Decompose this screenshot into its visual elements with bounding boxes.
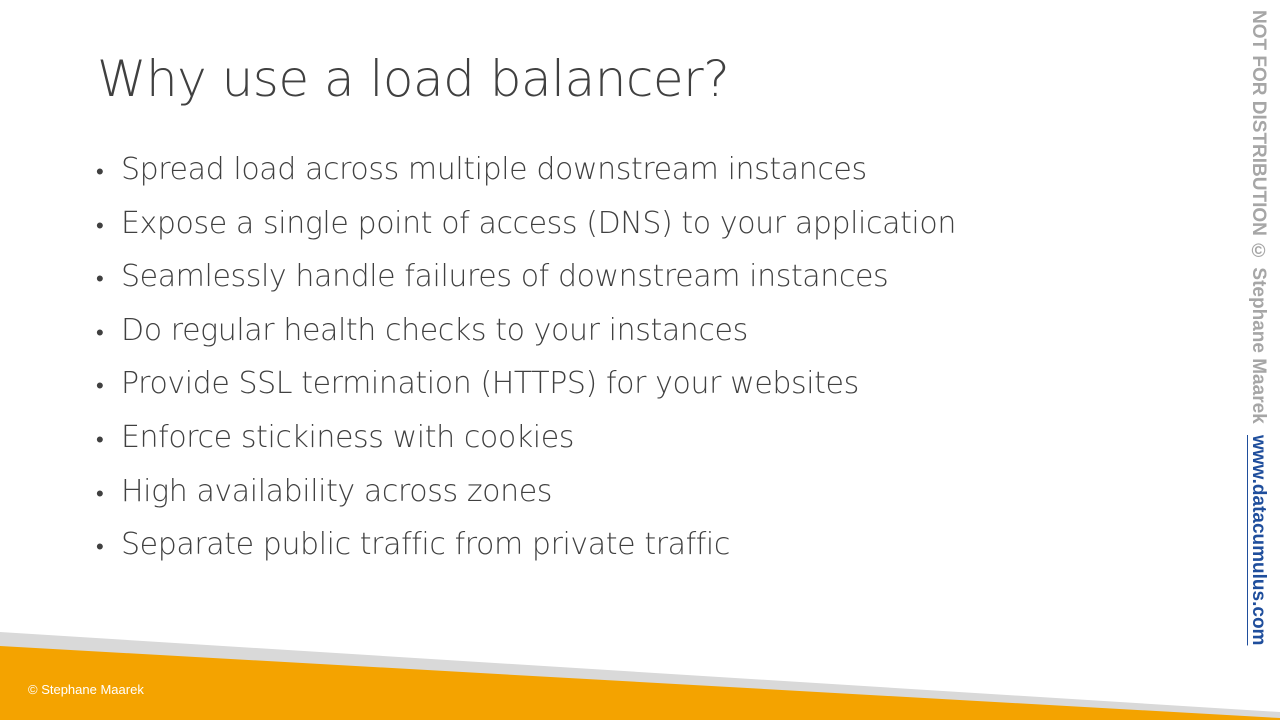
bullet-item [96,474,956,528]
bullet-dot-icon: • [96,481,104,507]
footer-copyright: © Stephane Maarek [28,682,144,697]
bullet-item [96,527,956,581]
distribution-notice: NOT FOR DISTRIBUTION © Stephane Maarek [1248,10,1269,424]
bullet-text: Expose a single point of access (DNS) to your application [121,205,956,241]
bullet-item [96,206,956,260]
bullet-item [96,313,956,367]
bullet-text: Provide SSL termination (HTTPS) for your websites [121,366,859,402]
bullet-dot-icon: • [96,374,104,400]
bullet-item [96,259,956,313]
bullet-text: Enforce stickiness with cookies [121,419,575,455]
bullet-list [96,152,956,581]
bullet-dot-icon: • [96,535,104,561]
bullet-dot-icon: • [96,427,104,453]
sidebar-watermark [1244,10,1272,696]
bullet-dot-icon: • [96,320,104,346]
footer-band [0,620,1280,720]
bullet-item [96,366,956,420]
bullet-dot-icon: • [96,267,104,293]
bullet-item [96,152,956,206]
website-link[interactable]: www.datacumulus.com [1248,435,1269,646]
bullet-text: Spread load across multiple downstream instances [121,152,867,187]
bullet-text: Do regular health checks to your instances [121,312,748,348]
bullet-text: Seamlessly handle failures of downstream instances [121,259,889,295]
bullet-item [96,420,956,474]
bullet-text: Separate public traffic from private traffic [121,527,730,563]
bullet-dot-icon: • [96,213,104,239]
bullet-dot-icon: • [96,160,104,185]
bullet-text: High availability across zones [121,473,553,509]
footer-orange-band [0,646,1280,720]
slide-title: Why use a load balancer? [97,50,730,108]
